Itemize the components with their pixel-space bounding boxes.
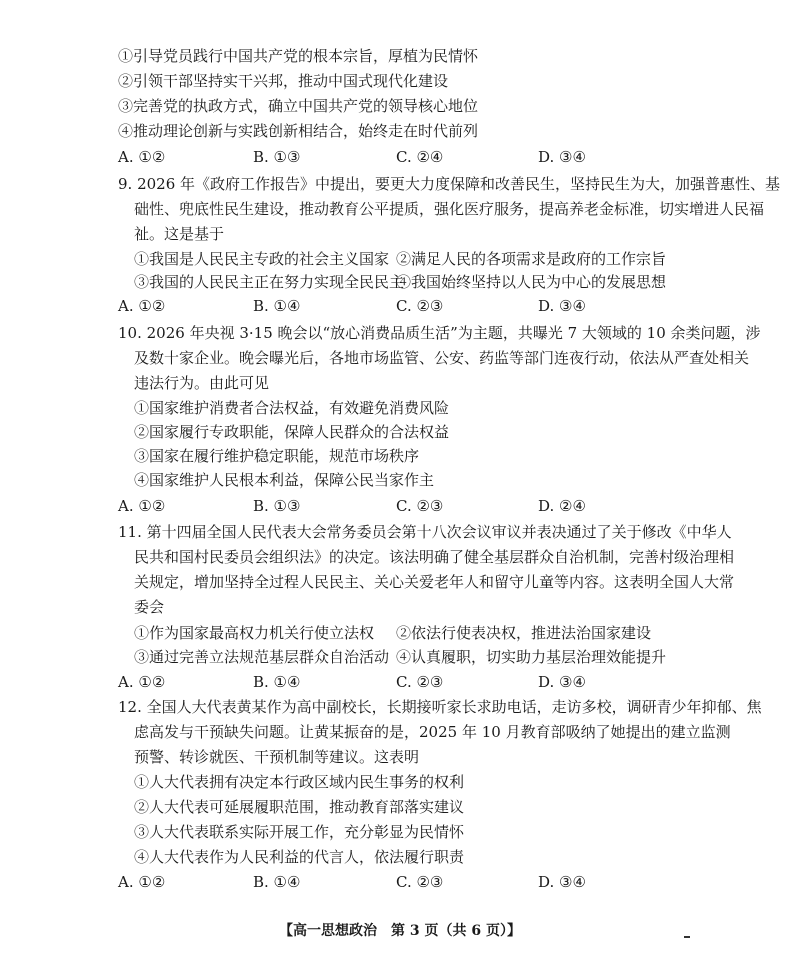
q10-statement-2: ②国家履行专政职能，保障人民群众的合法权益 [134,423,450,441]
q11-statements-row-1 [134,623,694,643]
option-b[interactable]: B. ①④ [253,673,301,691]
q9-stem-line-1: 9. 2026 年《政府工作报告》中提出，要更大力度保障和改善民生，坚持民生为大，加强普惠性、基 [118,175,781,193]
option-a[interactable]: A. ①② [118,497,166,515]
q8-statement-1: ①引导党员践行中国共产党的根本宗旨，厚植为民情怀 [118,47,479,65]
option-a[interactable]: A. ①② [118,873,166,891]
q9-stem-line-2: 础性、兜底性民生建设，推动教育公平提质，强化医疗服务，提高养老金标准，切实增进人民福 [134,200,765,218]
option-c[interactable]: C. ②③ [396,297,444,315]
q10-stem-line-1: 10. 2026 年央视 3·15 晚会以“放心消费品质生活”为主题，共曝光 7 大领域的 10 余类问题，涉 [118,324,761,342]
q9-statement-4: ④我国始终坚持以人民为中心的发展思想 [396,273,667,291]
q9-options [118,296,618,316]
q11-statement-2: ②依法行使表决权，推进法治国家建设 [396,624,652,642]
q11-stem-line-2: 民共和国村民委员会组织法》的决定。该法明确了健全基层群众自治机制，完善村级治理相 [134,548,735,566]
option-c[interactable]: C. ②③ [396,873,444,891]
q9-statements-row-1 [134,249,694,269]
q11-stem-line-1: 11. 第十四届全国人民代表大会常务委员会第十八次会议审议并表决通过了关于修改《中华人 [118,523,732,541]
q11-statement-3: ③通过完善立法规范基层群众自治活动 [134,648,390,666]
option-a[interactable]: A. ①② [118,297,166,315]
q11-statements-row-2 [134,647,694,667]
q10-stem-line-2: 及数十家企业。晚会曝光后，各地市场监管、公安、药监等部门连夜行动，依法从严查处相关 [134,349,750,367]
q10-statement-1: ①国家维护消费者合法权益，有效避免消费风险 [134,399,450,417]
option-c[interactable]: C. ②③ [396,497,444,515]
option-c[interactable]: C. ②③ [396,673,444,691]
option-d[interactable]: D. ③④ [538,148,586,166]
q10-statement-4: ④国家维护人民根本利益，保障公民当家作主 [134,471,435,489]
q11-statement-1: ①作为国家最高权力机关行使立法权 [134,624,375,642]
q11-options [118,672,618,692]
q12-stem-line-1: 12. 全国人大代表黄某作为高中副校长，长期接听家长求助电话，走访多校，调研青少年抑郁、焦 [118,698,762,716]
q10-options [118,496,618,516]
q12-statement-1: ①人大代表拥有决定本行政区域内民生事务的权利 [134,773,465,791]
q9-stem-line-3: 祉。这是基于 [134,225,225,243]
option-b[interactable]: B. ①③ [253,497,301,515]
corner-mark [684,936,690,938]
q9-statement-3: ③我国的人民民主正在努力实现全民民主 [134,273,405,291]
q12-options [118,872,618,892]
q11-statement-4: ④认真履职，切实助力基层治理效能提升 [396,648,667,666]
q11-stem-line-3: 关规定，增加坚持全过程人民民主、关心关爱老年人和留守儿童等内容。这表明全国人大常 [134,573,735,591]
q10-stem-line-3: 违法行为。由此可见 [134,374,270,392]
q12-stem-line-3: 预警、转诊就医、干预机制等建议。这表明 [134,748,420,766]
q12-statement-4: ④人大代表作为人民利益的代言人，依法履行职责 [134,848,465,866]
option-b[interactable]: B. ①④ [253,873,301,891]
q10-statement-3: ③国家在履行维护稳定职能，规范市场秩序 [134,447,420,465]
option-d[interactable]: D. ③④ [538,873,586,891]
page-footer: 【高一思想政治 第 3 页（共 6 页）】 [279,923,521,939]
option-b[interactable]: B. ①④ [253,297,301,315]
q8-statement-4: ④推动理论创新与实践创新相结合，始终走在时代前列 [118,122,479,140]
q12-stem-line-2: 虑高发与干预缺失问题。让黄某振奋的是，2025 年 10 月教育部吸纳了她提出的建立监测 [134,723,731,741]
option-a[interactable]: A. ①② [118,148,166,166]
option-a[interactable]: A. ①② [118,673,166,691]
q8-options [118,147,618,167]
q8-statement-2: ②引领干部坚持实干兴邦，推动中国式现代化建设 [118,72,449,90]
q9-statements-row-2 [134,272,694,292]
q12-statement-3: ③人大代表联系实际开展工作，充分彰显为民情怀 [134,823,465,841]
option-c[interactable]: C. ②④ [396,148,444,166]
option-d[interactable]: D. ②④ [538,497,586,515]
q9-statement-2: ②满足人民的各项需求是政府的工作宗旨 [396,250,667,268]
q11-stem-line-4: 委会 [134,598,165,616]
q8-statement-3: ③完善党的执政方式，确立中国共产党的领导核心地位 [118,97,479,115]
option-b[interactable]: B. ①③ [253,148,301,166]
option-d[interactable]: D. ③④ [538,673,586,691]
option-d[interactable]: D. ③④ [538,297,586,315]
q12-statement-2: ②人大代表可延展履职范围，推动教育部落实建议 [134,798,465,816]
q9-statement-1: ①我国是人民民主专政的社会主义国家 [134,250,390,268]
